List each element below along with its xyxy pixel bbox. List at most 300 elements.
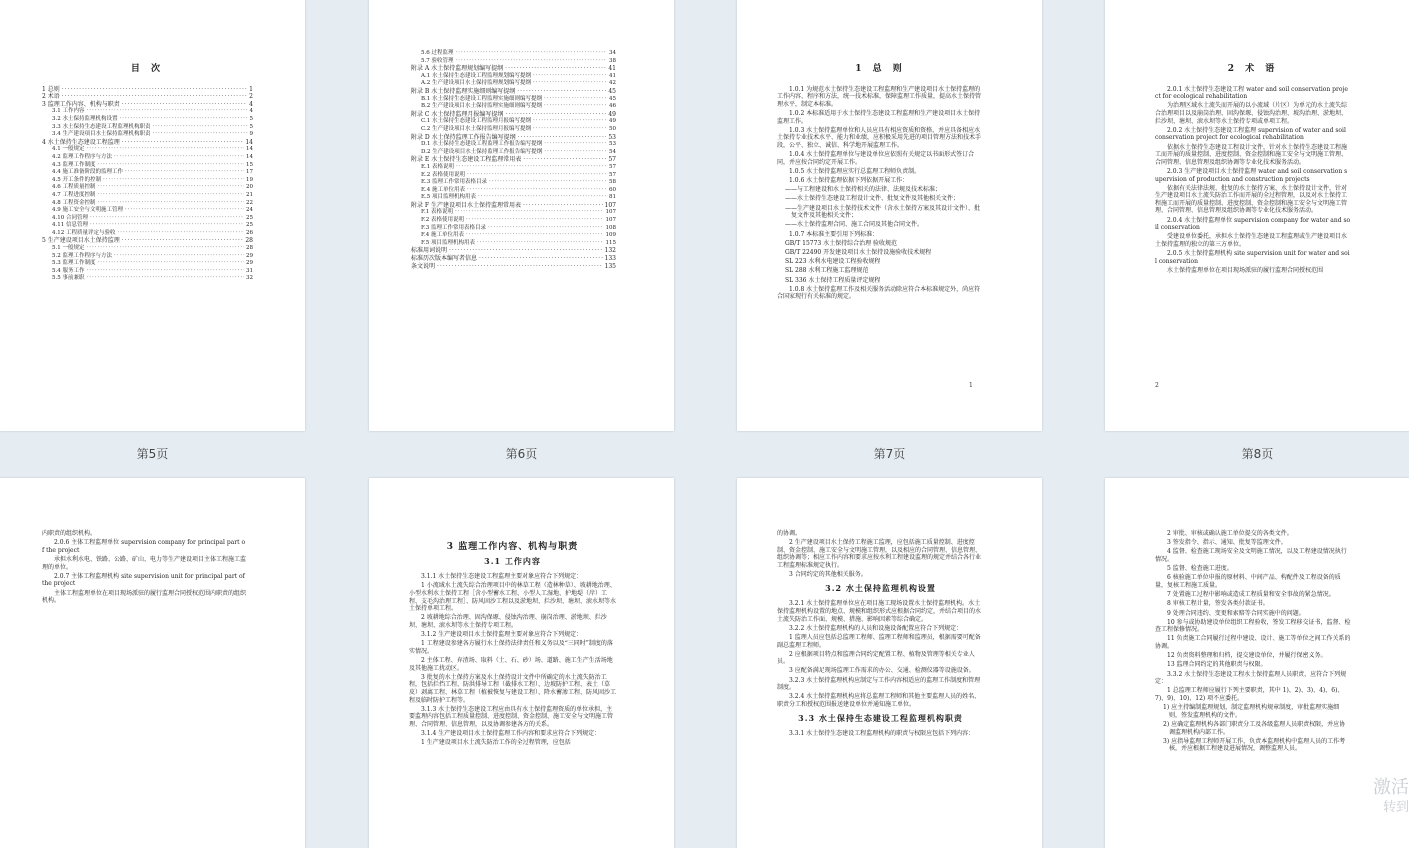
paragraph: 1.0.3 水土保持监理单位和人员应具有相应资质和资格，并应具备相应水土保持专业技术水平、能力和业绩，应积极采用先进的项目管理方法和技术手段，公平、独立、诚信、科学地开展监理工作。 [777,126,982,149]
toc-entry-page: 57 [609,171,616,178]
toc-entry [411,134,616,142]
toc-entry-page: 28 [246,245,253,252]
paragraph: 1.0.1 为规范水土保持生态建设工程监理和生产建设项目水土保持监理的工作内容、程序和方法，统一技术标准，保障监理工作质量，提高水土保持管理水平，制定本标准。 [777,85,982,108]
paragraph: 受建设单位委托，承担水土保持生态建设工程监理或生产建设项目水土保持监理的独立的第三方单位。 [1155,233,1348,249]
toc-entry-title: 附录 F 生产建设项目水土保持监理常用表 [411,201,521,209]
paragraph: 2.0.5 水土保持监理机构 site supervision unit for water and soil conservation [1155,250,1350,265]
toc-entry-title: C.1 水土保持生态建设工程监理月报编写提纲 [421,118,532,125]
paragraph: 3 批复的水土保持方案及水土保持设计文件中所确定的水土流失防治工程，包括拦挡工程、防洪排导工程（截排水工程）、边坡防护工程、表土（草皮）剥离工程、林草工程（植被恢复与建设工程）、降水蓄渗工程、防风固沙工程及临时防护工程等。 [409,673,617,704]
toc-entry-title: 4.7 工程进度控制 [52,191,96,198]
section-subtitle: 3.2 水土保持监理机构设置 [825,582,936,593]
toc-leader-dots [114,154,244,162]
paragraph: 2 坡耕地综合治理、固沟保塬、侵蚀沟治理、崩岗治理、淤地坝、拦沙坝、塘坝、滚水坝等水土保持专项工程。 [409,614,607,629]
toc-entry-page: 41 [609,72,616,79]
toc-leader-dots [533,118,607,126]
toc-entry-page: 22 [246,199,253,206]
toc-entry-title: 5.2 监理工作程序与方法 [52,252,112,259]
paragraph: 4 监督、检查施工现场安全及文明施工情况，以及工程建设情况执行情况。 [1155,548,1347,563]
toc-entry-title: 5.7 验收管理 [421,57,454,64]
toc-leader-dots [518,134,607,142]
toc-entry-page: 25 [246,222,253,229]
paragraph: 2.0.1 水土保持生态建设工程 water and soil conservation project for ecological rehabilitation [1155,85,1348,101]
paragraph: 3.2.3 水土保持监理机构应制定与工作内容相适应的监理工作制度和管理制度。 [777,676,981,692]
paragraph: 3 签发指令、指示、通知、批复等监理文件。 [1167,539,1287,547]
toc-entry [42,184,253,192]
toc-entry-page: 21 [246,191,253,198]
section-title: 3 监理工作内容、机构与职责 [446,542,579,552]
paragraph: 1 总监理工程师应履行下列主要职责，其中 1)、2)、3)、4)、6)、7)、9)、10)、12) 项不应委托。 [1155,687,1344,702]
paragraph: ——水土保持监理合同、施工合同及其他合同文件。 [785,221,924,229]
toc-entry-page: 2 [249,93,253,101]
toc-leader-dots [122,237,244,245]
toc-leader-dots [467,187,607,195]
toc-entry-page: 14 [246,153,253,160]
toc-leader-dots [98,260,245,268]
toc-entry-title: 4.9 施工安全与文明施工管理 [52,207,123,214]
toc-entry [411,50,616,58]
paragraph: 10 参与或协助建设单位组织工程验收，签发工程移交证书，监督、检查工程保修情况。 [1155,618,1351,634]
toc-leader-dots [544,141,607,149]
toc-entry-title: D.1 水土保持生态建设工程监理工作报告编写提纲 [421,141,543,148]
paragraph: 1.0.2 本标准适用于水土保持生态建设工程监理和生产建设项目水土保持监理工作。 [777,109,981,125]
toc-entry-page: 54 [609,148,616,155]
toc-entry-title: 4.2 监理工作程序与方法 [52,153,112,160]
toc-entry-title: E.5 项目监理机构用表 [421,194,477,201]
paragraph: 2.0.4 水土保持监理单位 supervision company for water and soil conservation [1155,216,1351,232]
toc-entry [411,209,616,217]
toc-entry-page: 49 [608,110,616,118]
paragraph: 1) 应主持编制监理规划，制定监理机构规章制度，审批监理实施细则，签发监理机构的文件。 [1163,704,1340,719]
toc-entry-title: 2 术语 [42,93,60,101]
section-subtitle: 3.3 水土保持生态建设工程监理机构职责 [798,712,963,723]
toc-entry-page: 107 [605,209,616,216]
toc-entry-page: 26 [246,229,253,236]
toc-entry [411,255,616,263]
toc-entry-page: 58 [609,179,616,186]
paragraph: 3.2.2 水土保持监理机构的人员和设施设备配置应符合下列规定： [789,624,963,632]
toc-leader-dots [62,93,247,101]
page-label-8[interactable]: 第8页 [1241,447,1274,461]
toc-entry-title: 附录 D 水土保持监理工作报告编写提纲 [411,133,516,141]
toc-leader-dots [87,245,245,253]
toc-entry [411,65,616,73]
toc-entry-page: 49 [609,118,616,125]
toc-entry [411,156,616,164]
toc-entry [42,116,253,124]
paragraph: 2 主体工程、弃渣场、取料（土、石、砂）场、道路、施工生产生活场地及其他施工扰动区。 [409,657,613,672]
toc-leader-dots [533,80,607,88]
paragraph: 1.0.8 水土保持监理工作及相关服务活动除应符合本标准规定外，尚应符合国家现行有关标准的规定。 [777,285,981,301]
toc-entry-page: 50 [609,125,616,132]
toc-leader-dots [98,192,245,200]
toc-entry-page: 1 [249,85,253,93]
toc-entry-page: 42 [609,80,616,87]
paragraph: ——水土保持生态建设工程设计文件、批复文件及其他相关文件； [785,195,960,203]
toc-entry-title: B.1 水土保持生态建设工程监理实施细则编写提纲 [421,95,543,102]
toc-entry [42,86,253,94]
toc-entry-title: F.5 项目监理机构用表 [421,239,475,246]
toc-leader-dots [533,73,607,81]
paragraph: 2.0.7 主体工程监理机构 site supervision unit for principal part of the project [42,572,245,588]
paragraph: 12 负责资料整理和归档，提交建设单位，并履行保密义务。 [1167,652,1327,660]
page-thumbnail-8[interactable] [1105,0,1409,431]
page-label-7[interactable]: 第7页 [873,447,906,461]
paragraph: 1.0.6 水土保持监理依据下列依据开展工作： [789,177,909,185]
toc-leader-dots [449,247,603,255]
toc-entry-title: 3.4 生产建设项目水土保持监理机构职责 [52,131,151,138]
toc-entry [411,247,616,255]
toc-entry-page: 41 [608,65,616,73]
paragraph: SL 223 水利水电建设工程验收规程 [785,258,881,266]
page-label-6[interactable]: 第6页 [505,447,538,461]
paragraph: 依据有关法律法规、批复的水土保持方案、水土保持设计文件，针对生产建设项目水土流失防治工作而开展的全过程管理，以及对水土保持工程施工而开展的质量控制、进度控制、资金控制和施工安全与文明施工管理、合同管理、信息管理及组织协调等专业化技术服务活动。 [1155,184,1348,215]
toc-entry-page: 34 [609,50,616,56]
toc-entry-title: E.2 表格使用说明 [421,171,466,178]
toc-entry [42,207,253,215]
toc-leader-dots [478,194,607,202]
toc-leader-dots [118,230,245,238]
toc-leader-dots [122,139,244,147]
toc-leader-dots [125,169,244,177]
toc-entry [411,172,616,180]
toc-entry-title: 4.1 一般规定 [52,146,85,153]
toc-leader-dots [87,268,245,276]
toc-entry-title: F.2 表格使用说明 [421,217,464,224]
paragraph: 2 生产建设项目水土保持工程施工监理，应包括施工质量控制、进度控制、资金控制、施工安全与文明施工管理，以及相应的合同管理、信息管理、组织协调等；相应工作内容和要求应按水利工程建设监理的规定并结合各行业工程监理标准规定执行。 [777,539,982,569]
toc-entry [42,222,253,230]
paragraph: 2.0.2 水土保持生态建设工程监理 supervision of water and soil conservation project for ecological rehabilitation [1155,126,1346,142]
paragraph: 3) 应指导监理工程师开展工作，负责本监理机构中监理人员的工作考核，并应根据工程建设进展情况，调整监理人员。 [1163,737,1346,753]
paragraph: 8 审核工程计量，签发各类付款证书。 [1167,600,1269,608]
paragraph: 内职责的组织机构。 [42,530,97,537]
paragraph: 3.3.1 水土保持生态建设工程监理机构的职责与权限应包括下列内容： [789,730,975,738]
paragraph: 3.1.2 生产建设项目水土保持监理主要对象应符合下列规定： [421,631,583,639]
toc-entry-title: 条文说明 [411,262,436,270]
paragraph: 2 审批、审核或确认施工单位提交的各类文件。 [1167,530,1293,537]
paragraph: 3.2.1 水土保持监理单位应在项目施工现场设置水土保持监理机构。水土保持监理机构设置的地点、规模和组织形式应根据合同约定，并结合项目的水土流失防治工作面、规模、措施、影响因素等综合确定。 [777,600,982,623]
paragraph: 11 负责施工合同履行过程中建设、设计、施工等单位之间工作关系的协调。 [1155,635,1351,651]
paragraph: 1 工程建设参建各方履行水土保持法律责任和义务以及“三同时”制度的落实情况。 [409,640,613,655]
toc-entry-page: 53 [609,141,616,148]
paragraph: 2 应根据项目特点和监理合同约定配置工程、植物及管理等相关专业人员。 [777,650,975,666]
toc-entry-title: F.1 表格说明 [421,209,453,216]
toc-entry [42,245,253,253]
toc-entry [42,192,253,200]
page-body [1155,530,1351,753]
toc-leader-dots [98,162,245,170]
toc-entry-page: 29 [246,252,253,259]
paragraph: 5 监督、检查施工进度。 [1167,565,1233,573]
paragraph: 3 应配备满足现场监理工作需求的办公、交通、检测仪器等设施设备。 [789,667,975,675]
section-subtitle: 3.1 工作内容 [484,555,541,566]
page-body [777,730,984,738]
toc-entry-title: 5 生产建设项目水土保持监理 [42,237,120,245]
toc-entry-title: 3.1 工作内容 [52,108,85,115]
toc-entry-title: A.1 水土保持生态建设工程监理规划编写提纲 [421,72,531,79]
paragraph: 13 监理合同约定的其他职责与权限。 [1167,661,1267,669]
paragraph: 的协调。 [777,530,802,537]
toc-leader-dots [90,215,244,223]
paragraph: 主体工程监理单位在项目现场派驻的履行监理合同授权范围内职责的组织机构。 [42,589,247,605]
toc-entry-page: 15 [246,161,253,168]
paragraph: GB/T 22490 开发建设项目水土保持设施验收技术规程 [785,249,932,256]
toc-leader-dots [62,86,247,94]
page-body [777,600,984,708]
toc-entry-page: 107 [604,201,616,209]
activation-watermark [1373,778,1409,818]
table-of-contents [42,86,253,283]
toc-entry-page: 25 [246,214,253,221]
paragraph: 1 生产建设项目水土流失防治工作的全过程管理，应包括 [421,739,571,747]
toc-entry-page: 108 [605,224,616,231]
paragraph: 2.0.6 主体工程监理单位 supervision company for principal part of the project [42,539,246,554]
toc-entry [411,103,616,111]
toc-leader-dots [544,149,607,157]
page-title: 2 术 语 [1227,64,1279,74]
toc-leader-dots [489,179,607,187]
page-label-5[interactable]: 第5页 [136,447,169,461]
paragraph: 为治理区域水土流失而开展的以小流域（片区）为单元的水土流失综合治理项目以及崩岗治理、固沟保塬、侵蚀沟治理、坡沟治理、淤地坝、拦沙坝、塘坝、滚水坝等水土保持专项或单项工程。 [1155,102,1348,125]
toc-entry-title: 4 水土保持生态建设工程监理 [42,138,120,146]
toc-entry-page: 5 [249,115,253,122]
toc-entry-page: 32 [246,275,253,282]
toc-entry-title: 附录 E 水土保持生态建设工程监理常用表 [411,156,522,164]
toc-entry [42,260,253,268]
toc-entry-page: 38 [609,57,616,64]
toc-entry-page: 132 [604,247,616,255]
toc-entry-title: E.4 施工单位用表 [421,186,466,193]
toc-entry [411,179,616,187]
toc-leader-dots [114,253,244,261]
paragraph: 3.3.2 水土保持生态建设工程水土保持监理人员职责，应符合下列规定： [1155,670,1347,686]
toc-leader-dots [122,101,247,109]
toc-entry-title: E.1 表格说明 [421,163,455,170]
toc-entry [42,162,253,170]
toc-leader-dots [479,255,603,263]
toc-leader-dots [467,172,607,180]
paragraph: 7 处置施工过程中影响或造成工程质量和安全事故的紧急情况。 [1167,591,1335,599]
toc-entry [42,200,253,208]
page-title: 目 次 [130,64,165,74]
toc-entry [411,126,616,134]
toc-leader-dots [153,131,248,139]
page-body [42,530,247,605]
toc-entry-page: 115 [605,239,616,246]
toc-entry-page: 28 [245,237,253,245]
toc-leader-dots [87,146,245,154]
toc-entry-title: 4.6 工程质量控制 [52,184,96,191]
toc-entry [411,80,616,88]
page-body [777,530,984,579]
toc-entry-page: 17 [246,169,253,176]
toc-entry-page: 14 [245,138,253,146]
page-thumbnail-7[interactable] [737,0,1042,431]
toc-entry-title: 3 监理工作内容、机构与职责 [42,100,120,108]
toc-leader-dots [523,202,603,210]
toc-entry [42,237,253,245]
page-thumbnail-9[interactable] [0,478,305,848]
toc-entry-page: 24 [246,207,253,214]
paragraph: GB/T 15773 水土保持综合治理 验收规范 [785,239,898,247]
toc-leader-dots [523,156,606,164]
toc-entry [42,169,253,177]
toc-entry-title: F.4 施工单位用表 [421,232,464,239]
toc-leader-dots [456,164,607,172]
toc-entry [411,217,616,225]
page-thumbnail-11[interactable] [737,478,1042,848]
toc-entry-title: 3.3 水土保持生态建设工程监理机构职责 [52,123,151,130]
toc-entry-title: 标准历次版本编写者信息 [411,255,478,263]
toc-entry-title: 4.3 监理工作制度 [52,161,96,168]
page-thumbnail-6[interactable] [369,0,674,431]
toc-entry [42,146,253,154]
paragraph: 依据水土保持生态建设工程设计文件，针对水土保持生态建设工程施工而开展的质量控制、进度控制、资金控制和施工安全与文明施工管理、合同管理、信息管理及组织协调等专业化技术服务活动。 [1155,143,1348,166]
toc-entry-page: 46 [609,103,616,110]
toc-entry-page: 57 [609,163,616,170]
toc-leader-dots [437,263,603,271]
toc-entry-title: 5.6 过程监理 [421,50,454,56]
table-of-contents [411,50,616,270]
toc-entry-page: 57 [608,156,616,164]
paragraph: 1 小流域水土流失综合治理项目中的林草工程（造林种草）、坡耕地治理、小型水利水土保持工程［含小型蓄水工程、小型人工湿地、护地堤（岸）工程、支毛沟治理工程］、防风固沙工程以及淤地坝、拦沙坝、塘坝、滚水坝等水土保持单项工程。 [409,582,617,613]
toc-leader-dots [103,177,244,185]
page-body [409,573,616,747]
toc-entry-title: 4.8 工程资金控制 [52,199,96,206]
page-title: 1 总 则 [855,64,906,74]
toc-leader-dots [87,108,248,116]
paragraph: 3 合同约定的其他相关服务。 [789,571,867,579]
paragraph: ——与工程建设和水土保持相关的法律、法规及技术标准； [785,186,942,194]
paragraph: 2.0.3 生产建设项目水土保持监理 water and soil conservation supervision of production and construction projects [1155,167,1348,183]
toc-leader-dots [455,209,604,217]
paragraph: 3.1.4 生产建设项目水土保持监理工作内容和要求应符合下列规定： [421,730,601,738]
paragraph: 水土保持监理单位在项目现场派驻的履行监理合同授权范围 [1167,267,1324,274]
paragraph: 1.0.5 水土保持监理应实行总监理工程师负责制。 [789,167,921,175]
paragraph: 3.1.3 水土保持生态建设工程应由具有水土保持监理资质的单位承担，主要监理内容包括工程质量控制、进度控制、资金控制、施工安全与文明施工管理、合同管理、信息管理，以及协调参建各方的关系。 [409,705,614,729]
toc-entry-page: 31 [246,267,253,274]
toc-entry-title: D.2 生产建设项目水土保持监理工作报告编写提纲 [421,148,543,155]
toc-entry-title: 4.5 开工条件的控制 [52,176,101,183]
toc-entry-page: 19 [246,176,253,183]
toc-entry-title: E.3 监理工作常用表格目录 [421,179,488,186]
paragraph: SL 288 水利工程施工监理规范 [785,267,869,275]
toc-entry-title: 4.4 施工准备阶段的监理工作 [52,169,123,176]
toc-entry [411,164,616,172]
toc-entry-title: 附录 B 水土保持监理实施细则编写提纲 [411,87,516,95]
watermark-line-2: 转到 [1382,800,1409,815]
toc-entry-page: 107 [605,217,616,224]
toc-leader-dots [120,116,248,124]
toc-leader-dots [466,217,604,225]
toc-entry [42,131,253,139]
paragraph: 1.0.4 水土保持监理单位与建设单位应依照有关规定以书面形式签订合同，并应按合同约定开展工作。 [777,151,975,166]
paragraph: 承担水利水电、铁路、公路、矿山、电力等生产建设项目主体工程施工监理的单位。 [42,555,247,571]
toc-entry-page: 133 [604,255,616,263]
toc-entry-page: 60 [609,186,616,193]
toc-leader-dots [153,124,248,132]
toc-entry-title: F.3 监理工作常用表格目录 [421,224,486,231]
toc-entry [411,141,616,149]
toc-entry-title: 5.4 服务工作 [52,267,85,274]
toc-entry [42,93,253,101]
toc-entry-page: 45 [608,87,616,95]
paragraph: 2) 应确定监理机构各部门职责分工及各级监理人员职责权限，并应协调监理机构内部工作。 [1163,720,1346,736]
toc-entry-page: 135 [604,262,616,270]
toc-entry-page: 109 [605,232,616,239]
toc-entry-title: 1 总则 [42,85,60,93]
toc-entry-title: 4.11 信息管理 [52,222,88,229]
watermark-line-1: 激活 [1373,777,1409,798]
toc-entry-page: 20 [246,184,253,191]
toc-entry-title: B.2 生产建设项目水土保持监理实施细则编写提纲 [421,103,543,110]
toc-leader-dots [456,50,608,58]
page-thumbnail-12[interactable] [1105,478,1409,848]
page-number: 2 [1155,382,1159,389]
toc-leader-dots [466,232,604,240]
toc-leader-dots [505,65,606,73]
paragraph: 9 处理合同违约、变更和索赔等合同实施中的问题。 [1167,609,1305,617]
page-body [1155,86,1351,275]
toc-entry [411,88,616,96]
toc-entry [42,154,253,162]
page-number: 1 [969,382,973,389]
toc-entry-page: 53 [608,133,616,141]
paragraph: 6 核验施工单位申报的原材料、中间产品、构配件及工程设备的质量，复核工程施工质量。 [1155,574,1341,589]
toc-entry-title: A.2 生产建设项目水土保持监理规划编写提纲 [421,80,531,87]
toc-leader-dots [125,207,244,215]
toc-leader-dots [90,222,244,230]
toc-entry-title: 标准用词说明 [411,247,448,255]
toc-entry-title: 5.5 事前兼职 [52,275,85,282]
toc-entry [411,118,616,126]
toc-leader-dots [544,96,607,104]
toc-entry-page: 29 [246,260,253,267]
page-thumbnail-10[interactable] [369,478,674,848]
toc-entry-page: 4 [249,108,253,115]
toc-entry-page: 45 [609,95,616,102]
toc-entry-title: 3.2 水土保持监理机构设置 [52,115,118,122]
toc-leader-dots [477,240,604,248]
page-body [777,86,984,301]
toc-entry-page: 9 [249,131,253,138]
paragraph: 1 监理人员应包括总监理工程师、监理工程师和监理员，根据需要可配备副总监理工程师。 [777,633,981,649]
toc-leader-dots [517,88,606,96]
paragraph: SL 336 水土保持工程质量评定规程 [785,276,881,284]
toc-entry-title: 4.12 工程质量评定与验收 [52,229,116,236]
toc-entry [42,275,253,283]
toc-entry-title: 5.1 一般规定 [52,245,85,252]
toc-entry [411,263,616,271]
paragraph: 3.2.4 水土保持监理机构应将总监理工程师和其他主要监理人员的姓名、职责分工和授权范围报送建设单位并通知施工单位。 [777,693,981,709]
toc-entry-title: 附录 A 水土保持监理规划编写提纲 [411,65,504,73]
toc-leader-dots [488,225,604,233]
paragraph: 1.0.7 本标准主要引用下列标准： [789,230,879,238]
paragraph: 3.1.1 水土保持生态建设工程监理主要对象应符合下列规定： [421,573,583,581]
toc-leader-dots [544,103,607,111]
toc-leader-dots [98,184,245,192]
toc-entry-page: 5 [249,123,253,130]
toc-leader-dots [98,200,245,208]
toc-leader-dots [87,275,245,283]
paragraph: ——生产建设项目水土保持技术文件（含水土保持方案及其设计文件）、批复文件及其他相关文件； [785,204,981,220]
toc-leader-dots [533,126,607,134]
toc-entry-page: 81 [609,194,616,201]
toc-entry-title: C.2 生产建设项目水土保持监理月报编写提纲 [421,125,532,132]
toc-entry-title: 5.3 监理工作制度 [52,260,96,267]
toc-entry-title: 附录 C 水土保持监理月报编写提纲 [411,110,504,118]
toc-entry-title: 4.10 合同管理 [52,214,88,221]
page-thumbnail-5[interactable] [0,0,305,431]
